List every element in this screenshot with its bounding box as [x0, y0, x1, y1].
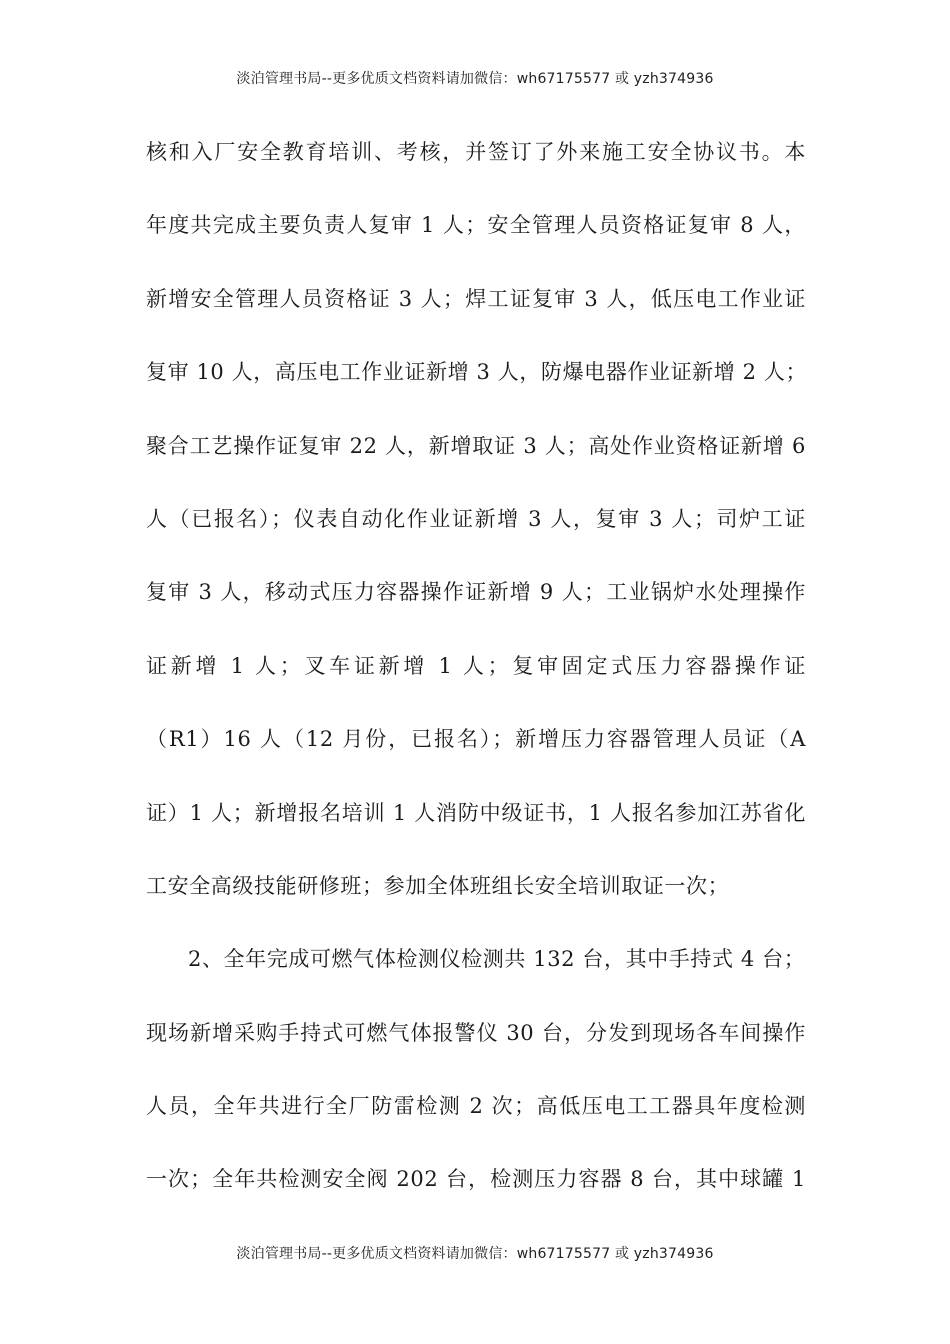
body-line: 现场新增采购手持式可燃气体报警仪 30 台，分发到现场各车间操作 — [146, 1020, 806, 1045]
body-line: 复审 3 人，移动式压力容器操作证新增 9 人；工业锅炉水处理操作 — [146, 580, 806, 605]
document-body — [146, 130, 806, 1231]
page-footer: 淡泊管理书局--更多优质文档资料请加微信：wh67175577 或 yzh374936 — [236, 1246, 714, 1262]
body-line: 2、全年完成可燃气体检测仪检测共 132 台，其中手持式 4 台； — [188, 947, 806, 972]
body-line: 人（已报名）；仪表自动化作业证新增 3 人，复审 3 人；司炉工证 — [146, 506, 806, 531]
body-line: 年度共完成主要负责人复审 1 人；安全管理人员资格证复审 8 人， — [146, 213, 806, 238]
body-line: 聚合工艺操作证复审 22 人，新增取证 3 人；高处作业资格证新增 6 — [146, 433, 806, 458]
body-line: 一次；全年共检测安全阀 202 台，检测压力容器 8 台，其中球罐 1 — [146, 1167, 806, 1192]
body-line: 复审 10 人，高压电工作业证新增 3 人，防爆电器作业证新增 2 人； — [146, 360, 808, 385]
body-line: 工安全高级技能研修班；参加全体班组长安全培训取证一次； — [146, 873, 730, 898]
body-line: 证新增 1 人；叉车证新增 1 人；复审固定式压力容器操作证 — [146, 653, 806, 678]
body-line: 证）1 人；新增报名培训 1 人消防中级证书，1 人报名参加江苏省化 — [146, 800, 806, 825]
body-line: 人员，全年共进行全厂防雷检测 2 次；高低压电工工器具年度检测 — [146, 1094, 806, 1119]
body-line: 新增安全管理人员资格证 3 人；焊工证复审 3 人，低压电工作业证 — [146, 286, 806, 311]
body-line: （R1）16 人（12 月份，已报名）；新增压力容器管理人员证（A — [146, 727, 806, 752]
body-line: 核和入厂安全教育培训、考核，并签订了外来施工安全协议书。本 — [146, 140, 806, 164]
page-header: 淡泊管理书局--更多优质文档资料请加微信：wh67175577 或 yzh374936 — [236, 71, 714, 87]
